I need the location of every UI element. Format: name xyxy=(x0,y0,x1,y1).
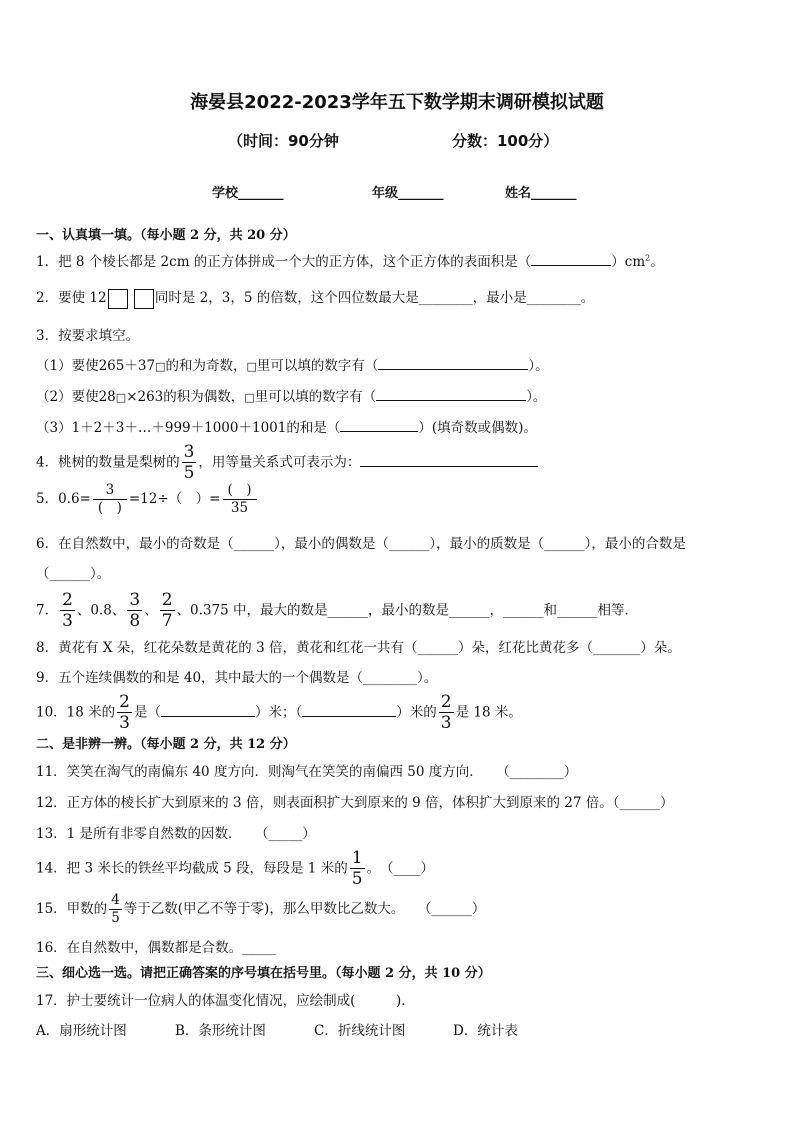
question-11: 11．笑笑在淘气的南偏东 40 度方向．则淘气在笑笑的南偏西 50 度方向． （________） xyxy=(36,764,578,780)
q3-2-text: （2）要使28 xyxy=(36,389,116,405)
section3-heading: 三、细心选一选。请把正确答案的序号填在括号里。（每小题 2 分，共 10 分） xyxy=(36,966,491,981)
question-3: 3．按要求填空。 xyxy=(36,328,140,344)
q10-text-c: ）米；（ xyxy=(254,704,303,721)
exam-time: （时间：90分钟 xyxy=(228,132,339,150)
q14-text-b: 。 （____） xyxy=(366,860,435,877)
q4-fraction: $\frac{3}{5}$ xyxy=(183,442,195,483)
q7-fraction-2: $\frac{3}{8}$ xyxy=(129,590,141,631)
q15-text: 15．甲数的 xyxy=(36,901,108,917)
question-3-1 xyxy=(36,354,764,374)
q10-fraction-2: $\frac{2}{3}$ xyxy=(440,692,452,733)
q1-unit: ）cm xyxy=(611,254,646,270)
q10-fraction-1: $\frac{2}{3}$ xyxy=(119,692,130,733)
question-17-options xyxy=(36,1019,764,1039)
question-14 xyxy=(36,850,764,888)
question-6: 6．在自然数中，最小的奇数是（______），最小的偶数是（______），最小的质数是（______），最小的合数是 xyxy=(36,536,686,552)
q5-fraction-1: $\frac{3}{( )}$ xyxy=(93,484,127,515)
question-1 xyxy=(36,250,764,270)
q7-fraction-3: $\frac{2}{7}$ xyxy=(161,590,173,631)
q7-text-b: 、0.8、 xyxy=(76,602,126,619)
question-3-3 xyxy=(36,416,764,436)
exam-title: 海晏县2022-2023学年五下数学期末调研模拟试题 xyxy=(190,92,604,113)
q15-text-b: 等于乙数(甲乙不等于零)，那么甲数比乙数大。 （______） xyxy=(123,901,486,917)
exam-score: 分数：100分） xyxy=(452,132,559,150)
question-12: 12．正方体的棱长扩大到原来的 3 倍，则表面积扩大到原来的 9 倍，体积扩大到原来的 27 倍。（______） xyxy=(36,795,674,811)
q3-1-blank xyxy=(378,357,528,370)
q1-text: 1．把 8 个棱长都是 2cm 的正方体拼成一个大的正方体，这个正方体的表面积是（ xyxy=(36,254,532,270)
q3-3-blank xyxy=(340,419,418,432)
question-16: 16．在自然数中，偶数都是合数。_____ xyxy=(36,940,276,956)
q14-fraction: $\frac{1}{5}$ xyxy=(351,848,363,889)
q7-text: 7． xyxy=(36,602,59,619)
q4-text-b: ，用等量关系式可表示为： xyxy=(198,454,361,471)
q10-text: 10．18 米的 xyxy=(36,704,116,721)
q3-3-end: ）(填奇数或偶数)。 xyxy=(418,420,537,436)
square-icon: □ xyxy=(155,360,166,373)
question-7 xyxy=(36,592,764,630)
q10-blank-1 xyxy=(161,704,255,717)
q10-text-e: 是 18 米。 xyxy=(455,704,522,721)
question-5 xyxy=(36,484,764,515)
q3-2-text-c: 里可以填的数字有（ xyxy=(254,389,377,405)
q3-3-text: （3）1＋2＋3＋…＋999＋1000＋1001的和是（ xyxy=(36,420,341,436)
q7-fraction-1: $\frac{2}{3}$ xyxy=(62,590,73,631)
question-8: 8．黄花有 X 朵，红花朵数是黄花的 3 倍，黄花和红花一共有（______）朵，红花比黄花多（_______）朵。 xyxy=(36,640,681,656)
q1-superscript: 2 xyxy=(645,253,651,263)
name-field: 姓名_______ xyxy=(505,186,577,201)
q3-2-end: ）。 xyxy=(526,389,547,405)
q10-text-b: 是（ xyxy=(133,704,161,721)
section2-heading: 二、是非辨一辨。（每小题 2 分，共 12 分） xyxy=(36,737,296,752)
q1-blank xyxy=(531,253,611,266)
square-icon: □ xyxy=(244,391,255,404)
question-6-cont: （______）。 xyxy=(36,566,111,582)
q1-tail: 。 xyxy=(650,254,664,270)
q14-text: 14．把 3 米长的铁丝平均截成 5 段，每段是 1 米的 xyxy=(36,860,348,877)
q3-1-text-c: 里可以填的数字有（ xyxy=(256,358,379,374)
q3-2-blank xyxy=(376,388,526,401)
q5-text: 5．0.6= xyxy=(36,491,91,507)
q3-1-text-b: 的和为奇数， xyxy=(165,358,247,374)
option-a: A．扇形统计图 xyxy=(36,1023,127,1039)
grade-field: 年级_______ xyxy=(372,186,444,201)
q2-text-rest: 同时是 2，3，5 的倍数，这个四位数最大是________，最小是________。 xyxy=(154,290,595,306)
option-d: D．统计表 xyxy=(453,1023,518,1039)
q7-text-c: 、 xyxy=(144,602,158,619)
question-13: 13．1 是所有非零自然数的因数． （_____） xyxy=(36,826,316,842)
question-4 xyxy=(36,444,764,482)
q7-text-d: 、0.375 中，最大的数是______，最小的数是______，______和______相等． xyxy=(176,602,639,619)
square-icon: □ xyxy=(246,360,257,373)
q2-digit-box-2 xyxy=(134,289,154,309)
square-icon: □ xyxy=(115,391,127,404)
q5-text-b: =12÷（ ）= xyxy=(128,491,221,507)
option-b: B．条形统计图 xyxy=(175,1023,266,1039)
q4-blank xyxy=(360,454,538,467)
q4-text: 4．桃树的数量是梨树的 xyxy=(36,454,180,471)
option-c: C．折线统计图 xyxy=(314,1023,406,1039)
q5-fraction-2: $\frac{( )}{35}$ xyxy=(223,484,257,515)
question-9: 9．五个连续偶数的和是 40，其中最大的一个偶数是（________）。 xyxy=(36,670,438,686)
question-2 xyxy=(36,286,764,309)
q10-blank-2 xyxy=(302,704,396,717)
q10-text-d: ）米的 xyxy=(396,704,437,721)
question-3-2 xyxy=(36,385,764,405)
question-17: 17．护士要统计一位病人的体温变化情况，应绘制成( )． xyxy=(36,993,415,1009)
q3-1-end: ）。 xyxy=(528,358,549,374)
school-field: 学校_______ xyxy=(212,186,284,201)
question-15 xyxy=(36,894,764,925)
q3-2-text-b: ×263的积为偶数， xyxy=(126,389,245,405)
q2-text: 2．要使 12 xyxy=(36,290,107,306)
q2-digit-box-1 xyxy=(108,289,128,309)
q3-1-text: （1）要使265＋37 xyxy=(36,358,156,374)
section1-heading: 一、认真填一填。（每小题 2 分，共 20 分） xyxy=(36,228,296,243)
question-10 xyxy=(36,694,764,732)
q15-fraction: $\frac{4}{5}$ xyxy=(111,892,120,926)
